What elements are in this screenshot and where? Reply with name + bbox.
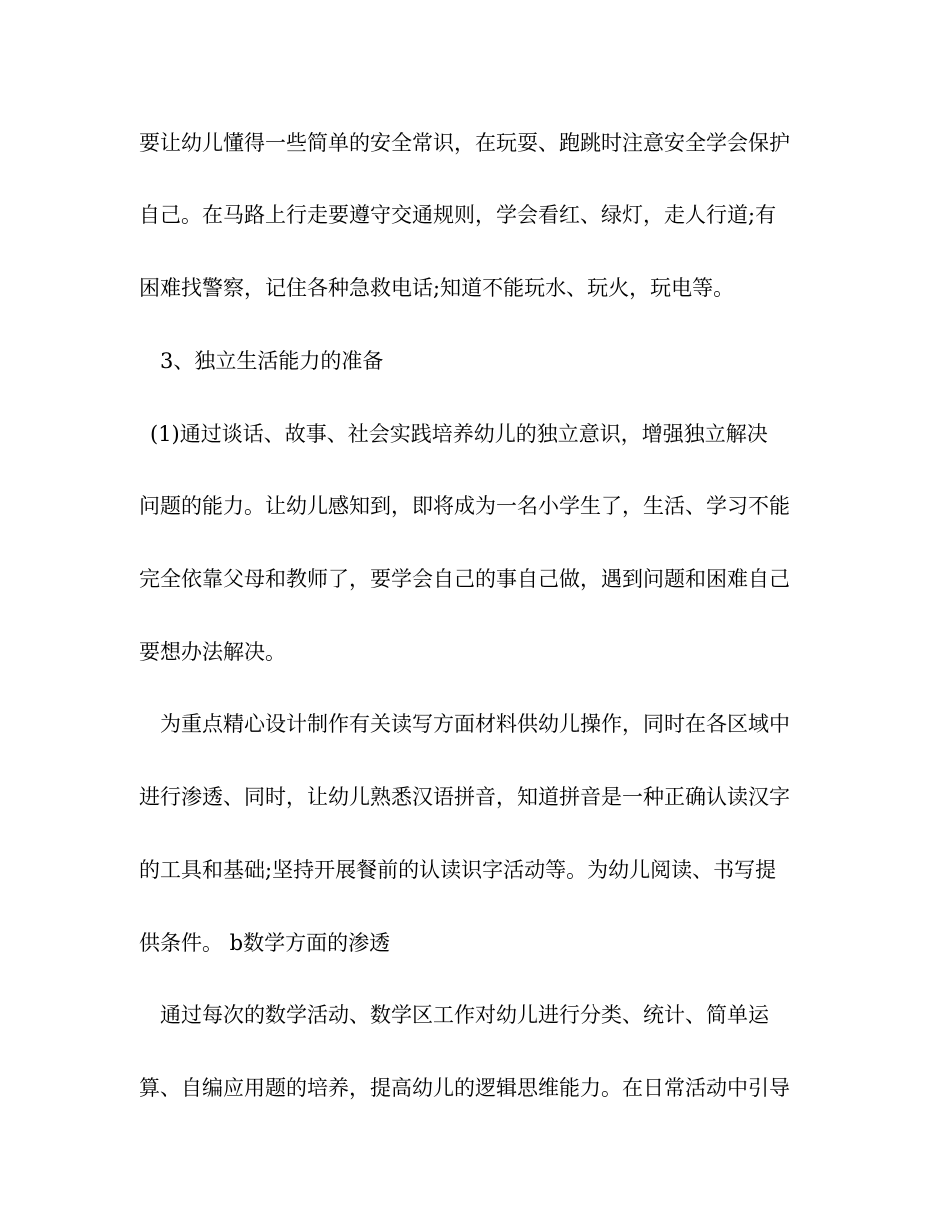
section-heading: 3、独立生活能力的准备	[160, 349, 384, 373]
text-line-7: 完全依靠父母和教师了，要学会自己的事自己做，遇到问题和困难自己	[139, 567, 790, 591]
text-line-8: 要想办法解决。	[139, 640, 286, 664]
text-line-10: 进行渗透、同时，让幼儿熟悉汉语拼音，知道拼音是一种正确认读汉字	[139, 785, 790, 809]
text-line-3: 困难找警察，记住各种急救电话;知道不能玩水、玩火，玩电等。	[139, 276, 735, 300]
text-line-9: 为重点精心设计制作有关读写方面材料供幼儿操作，同时在各区域中	[160, 712, 790, 736]
text-line-12: 供条件。 b数学方面的渗透	[139, 931, 391, 955]
text-line-5: (1)通过谈话、故事、社会实践培养幼儿的独立意识，增强独立解决	[150, 422, 768, 446]
text-line-11: 的工具和基础;坚持开展餐前的认读识字活动等。为幼儿阅读、书写提	[139, 858, 777, 882]
text-line-14: 算、自编应用题的培养，提高幼儿的逻辑思维能力。在日常活动中引导	[139, 1076, 790, 1100]
text-line-1: 要让幼儿懂得一些简单的安全常识，在玩耍、跑跳时注意安全学会保护	[139, 131, 790, 155]
text-line-6: 问题的能力。让幼儿感知到，即将成为一名小学生了，生活、学习不能	[139, 494, 790, 518]
text-line-13: 通过每次的数学活动、数学区工作对幼儿进行分类、统计、简单运	[160, 1003, 769, 1027]
text-line-2: 自己。在马路上行走要遵守交通规则，学会看红、绿灯，走人行道;有	[139, 203, 777, 227]
